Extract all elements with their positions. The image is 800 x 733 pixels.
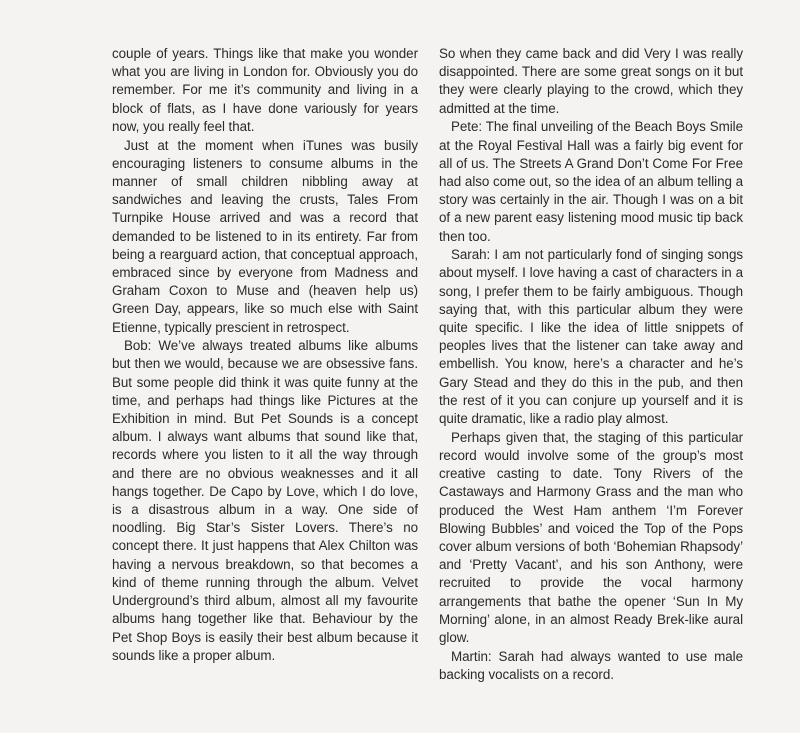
paragraph: Bob: We’ve always treated albums like albums but then we would, because we are obsessive fans. But some people did think it was quite funny at the time, and perhaps had things like Pictures at the Exhibition in mind. But Pet Sounds is a concept album. I always want albums that sound like that, records where you listen to it all the way through and there are no obvious weaknesses and it all hangs together. De Capo by Love, which I do love, is a disastrous album in a way. One side of noodling. Big Star’s Sister Lovers. There’s no concept there. It just happens that Alex Chilton was having a nervous breakdown, so that becomes a kind of theme running through the album. Velvet Underground’s third album, almost all my favourite albums hang together like that. Behaviour by the Pet Shop Boys is easily their best album because it sounds like a proper album.: [112, 338, 418, 663]
paragraph: Sarah: I am not particularly fond of singing songs about myself. I love having a cast of characters in a song, I prefer them to be fairly ambiguous. Though saying that, with this particular album they were quite specific. I like the idea of little snippets of peoples lives that the listener can take away and embellish. You know, here’s a character and he’s Gary Stead and they do this in the pub, and then the rest of it you can conjure up yourself and it is quite dramatic, like a radio play almost.: [439, 247, 743, 427]
paragraph: Pete: The final unveiling of the Beach Boys Smile at the Royal Festival Hall was a fairly big event for all of us. The Streets A Grand Don’t Come For Free had also come out, so the idea of an album telling a story was certainly in the air. Though I was on a bit of a new parent easy listening mood music tip back then too.: [439, 119, 743, 244]
paragraph: Just at the moment when iTunes was busily encouraging listeners to consume albums in the manner of small children nibbling away at sandwiches and leaving the crusts, Tales From Turnpike House arrived and was a record that demanded to be listened to in its entirety. Far from being a rearguard action, that conceptual approach, embraced since by everyone from Madness and Graham Coxon to Muse and (heaven help us) Green Day, appears, like so much else with Saint Etienne, typically prescient in retrospect.: [112, 137, 418, 335]
left-column: [112, 45, 418, 665]
right-column: [439, 45, 743, 684]
paragraph: Perhaps given that, the staging of this particular record would involve some of the group’s most creative casting to date. Tony Rivers of the Castaways and Harmony Grass and the man who produced the West Ham anthem ‘I’m Forever Blowing Bubbles’ and voiced the Top of the Pops cover album versions of both ‘Bohemian Rhapsody’ and ‘Pretty Vacant’, and his son Anthony, were recruited to provide the vocal harmony arrangements that bathe the opener ‘Sun In My Morning’ alone, in an almost Ready Brek-like aural glow.: [439, 429, 743, 645]
paragraph: So when they came back and did Very I was really disappointed. There are some great songs on it but they were clearly playing to the crowd, which they admitted at the time.: [439, 46, 743, 116]
paragraph: Martin: Sarah had always wanted to use male backing vocalists on a record.: [439, 648, 743, 682]
paragraph: couple of years. Things like that make you wonder what you are living in London for. Obviously you do remember. For me it’s community and living in a block of flats, as I have done variously for years now, you really feel that.: [112, 46, 418, 134]
